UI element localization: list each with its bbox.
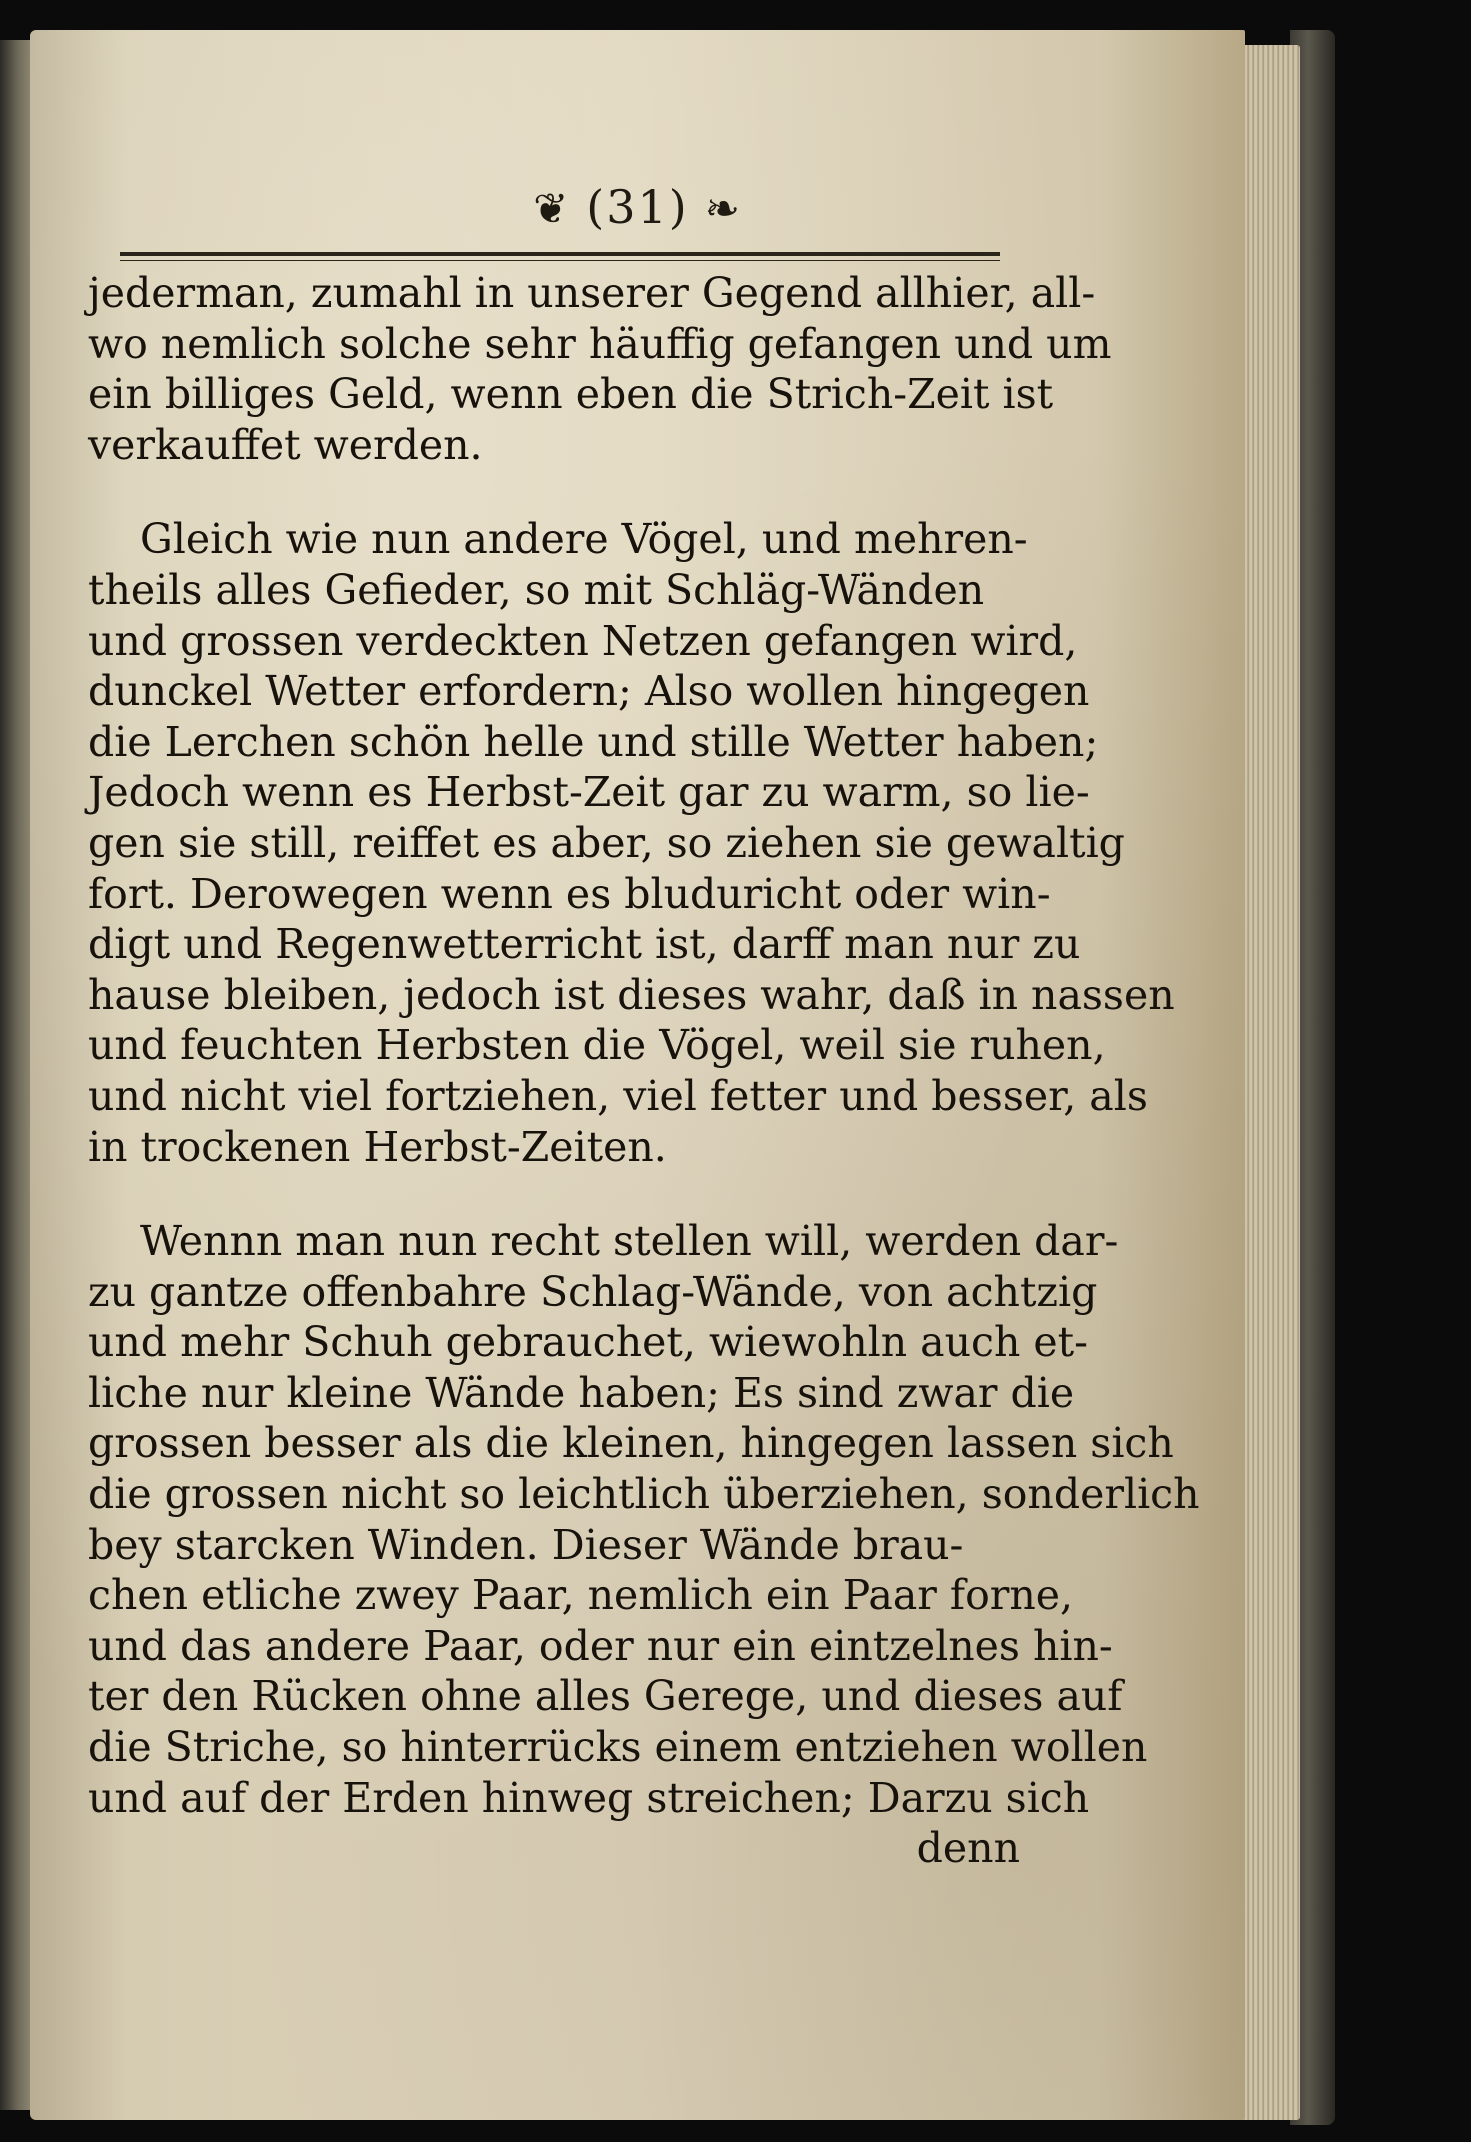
text-line: ein billiges Geld, wenn eben die Strich-Zeit ist bbox=[88, 370, 1054, 419]
page-text bbox=[88, 268, 1200, 1874]
text-line: theils alles Gefieder, so mit Schläg-Wänden bbox=[88, 565, 985, 614]
text-line: grossen besser als die kleinen, hingegen lassen sich bbox=[88, 1419, 1174, 1468]
text-line: die Lerchen schön helle und stille Wetter haben; bbox=[88, 717, 1099, 766]
catchword: denn bbox=[916, 1824, 1020, 1873]
text-line: verkauffet werden. bbox=[88, 420, 483, 469]
text-line: Wennn man nun recht stellen will, werden dar- bbox=[140, 1217, 1119, 1266]
text-line: die grossen nicht so leichtlich überziehen, sonderlich bbox=[88, 1470, 1200, 1519]
text-line: die Striche, so hinterrücks einem entziehen wollen bbox=[88, 1723, 1148, 1772]
text-line: und nicht viel fortziehen, viel fetter und besser, als bbox=[88, 1071, 1148, 1120]
header-rule bbox=[120, 252, 1000, 256]
ornament-right-icon: ❧ bbox=[704, 184, 742, 233]
text-line: Jedoch wenn es Herbst-Zeit gar zu warm, so lie- bbox=[88, 768, 1090, 817]
paragraph-gap bbox=[88, 1172, 1048, 1216]
text-line: hause bleiben, jedoch ist dieses wahr, daß in nassen bbox=[88, 970, 1175, 1019]
text-line: liche nur kleine Wände haben; Es sind zwar die bbox=[88, 1368, 1075, 1417]
text-line: dunckel Wetter erfordern; Also wollen hingegen bbox=[88, 667, 1090, 716]
text-line: und grossen verdeckten Netzen gefangen wird, bbox=[88, 616, 1078, 665]
page-header bbox=[30, 180, 1245, 234]
text-line: und mehr Schuh gebrauchet, wiewohln auch et- bbox=[88, 1318, 1088, 1367]
book-page bbox=[30, 30, 1245, 2120]
text-line: fort. Derowegen wenn es bluduricht oder win- bbox=[88, 869, 1051, 918]
text-line: und das andere Paar, oder nur ein eintzelnes hin- bbox=[88, 1621, 1113, 1670]
text-line: chen etliche zwey Paar, nemlich ein Paar forne, bbox=[88, 1571, 1074, 1620]
text-line: digt und Regenwetterricht ist, darff man nur zu bbox=[88, 920, 1081, 969]
text-line: und auf der Erden hinweg streichen; Darzu sich bbox=[88, 1773, 1090, 1822]
page-fore-edge bbox=[1240, 45, 1300, 2120]
page-number: (31) bbox=[586, 180, 689, 234]
text-line: Gleich wie nun andere Vögel, und mehren- bbox=[140, 515, 1028, 564]
text-line: zu gantze offenbahre Schlag-Wände, von achtzig bbox=[88, 1267, 1098, 1316]
text-line: und feuchten Herbsten die Vögel, weil sie ruhen, bbox=[88, 1021, 1106, 1070]
text-line: jederman, zumahl in unserer Gegend allhier, all- bbox=[88, 269, 1096, 317]
text-line: gen sie still, reiffet es aber, so ziehen sie gewaltig bbox=[88, 818, 1125, 867]
text-line: ter den Rücken ohne alles Gerege, und dieses auf bbox=[88, 1672, 1123, 1721]
ornament-left-icon: ❦ bbox=[533, 184, 571, 233]
text-line: in trockenen Herbst-Zeiten. bbox=[88, 1122, 667, 1171]
text-line: bey starcken Winden. Dieser Wände brau- bbox=[88, 1520, 964, 1569]
text-line: wo nemlich solche sehr häuffig gefangen und um bbox=[88, 319, 1112, 368]
left-page-edge bbox=[0, 40, 30, 2110]
paragraph-gap bbox=[88, 470, 1048, 514]
